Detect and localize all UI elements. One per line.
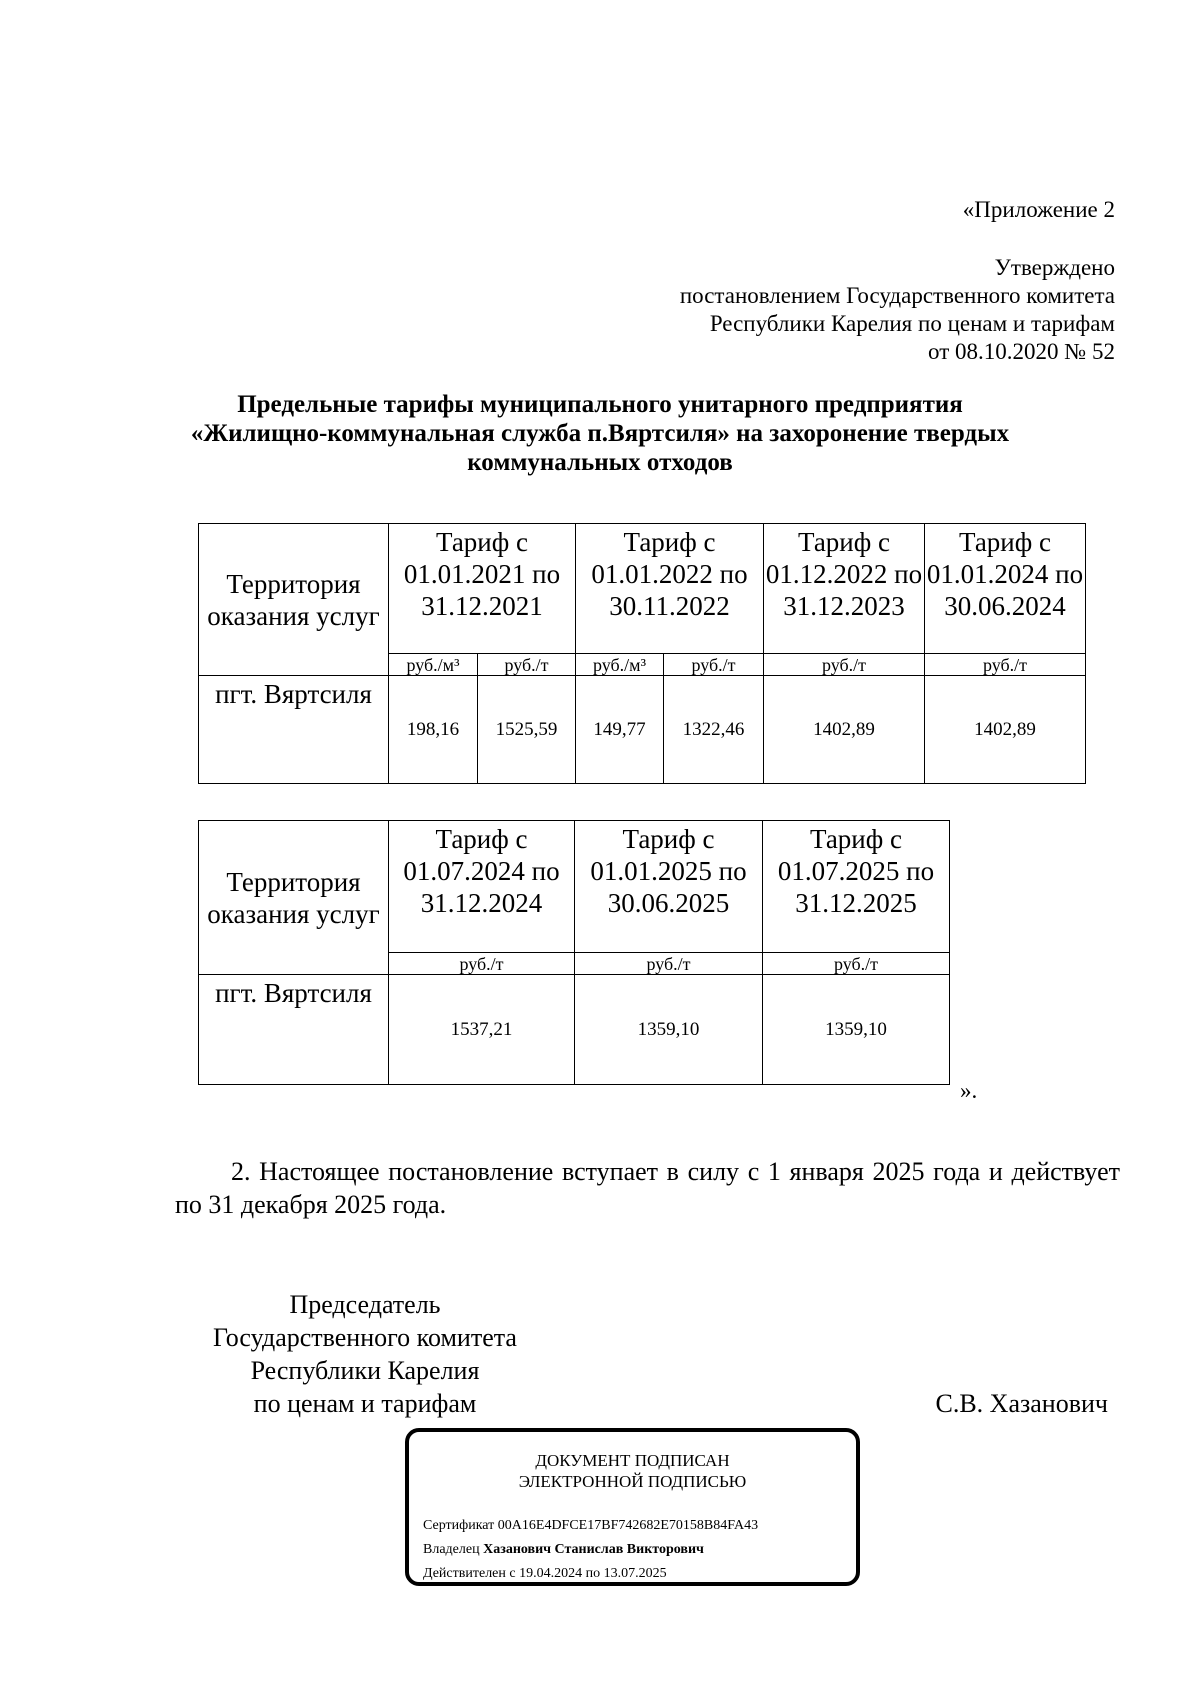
tariff-value: 198,16 — [389, 676, 478, 784]
tariff-value: 1322,46 — [664, 676, 764, 784]
unit-label: руб./т — [478, 654, 576, 676]
tariff-value: 1537,21 — [389, 975, 575, 1085]
approval-line: постановлением Государственного комитета — [679, 283, 1115, 308]
tariff-table-2 — [198, 820, 950, 1085]
tariff-value: 1402,89 — [764, 676, 925, 784]
tariff-value: 1525,59 — [478, 676, 576, 784]
stamp-heading-line: ДОКУМЕНТ ПОДПИСАН — [535, 1451, 730, 1470]
period-header: Тариф с 01.01.2025 по 30.06.2025 — [575, 821, 763, 953]
period-header: Тариф с 01.01.2021 по 31.12.2021 — [389, 524, 576, 654]
valid-to: 13.07.2025 — [603, 1566, 667, 1581]
e-signature-stamp — [405, 1428, 860, 1586]
period-header: Тариф с 01.07.2025 по 31.12.2025 — [763, 821, 950, 953]
territory-header: Территория оказания услуг — [199, 524, 389, 676]
stamp-heading-line: ЭЛЕКТРОННОЙ ПОДПИСЬЮ — [518, 1472, 747, 1491]
tariff-table-1 — [198, 523, 1086, 784]
appendix-label: «Приложение 2 — [962, 197, 1115, 222]
territory-header: Территория оказания услуг — [199, 821, 389, 975]
position-line: Председатель — [289, 1290, 441, 1319]
unit-label: руб./т — [763, 953, 950, 975]
unit-label: руб./м³ — [576, 654, 664, 676]
position-line: Государственного комитета — [213, 1323, 517, 1352]
certificate-value: 00A16E4DFCE17BF742682E70158B84FA43 — [497, 1518, 759, 1533]
territory-name: пгт. Вяртсиля — [199, 975, 389, 1085]
stamp-details — [423, 1514, 758, 1586]
closing-quote: ». — [960, 1078, 978, 1103]
approval-line: от 08.10.2020 № 52 — [928, 339, 1115, 364]
signatory-name: С.В. Хазанович — [935, 1389, 1108, 1418]
document-title — [100, 390, 1100, 477]
certificate-label: Сертификат — [423, 1518, 495, 1533]
unit-label: руб./т — [575, 953, 763, 975]
title-line: Предельные тарифы муниципального унитарного предприятия — [237, 391, 963, 418]
tariff-value: 1402,89 — [925, 676, 1086, 784]
tariff-value: 149,77 — [576, 676, 664, 784]
title-line: «Жилищно-коммунальная служба п.Вяртсиля» на захоронение твердых — [190, 420, 1010, 447]
territory-name: пгт. Вяртсиля — [199, 676, 389, 784]
approval-block — [680, 254, 1115, 366]
certificate-line — [423, 1514, 758, 1538]
unit-label: руб./т — [664, 654, 764, 676]
tariff-value: 1359,10 — [763, 975, 950, 1085]
signatory-position — [175, 1288, 555, 1420]
approval-line: Утверждено — [994, 255, 1115, 280]
period-header: Тариф с 01.01.2022 по 30.11.2022 — [576, 524, 764, 654]
valid-from: 19.04.2024 — [519, 1566, 583, 1581]
period-header: Тариф с 01.12.2022 по 31.12.2023 — [764, 524, 925, 654]
effective-date-paragraph: 2. Настоящее постановление вступает в силу с 1 января 2025 года и действует по 31 декабря 2025 года. — [175, 1157, 1120, 1219]
tariff-value: 1359,10 — [575, 975, 763, 1085]
unit-label: руб./м³ — [389, 654, 478, 676]
approval-line: Республики Карелия по ценам и тарифам — [709, 311, 1115, 336]
valid-label: Действителен с — [423, 1566, 516, 1581]
position-line: Республики Карелия — [250, 1356, 480, 1385]
owner-line — [423, 1538, 758, 1562]
table-row — [199, 676, 1086, 784]
unit-label: руб./т — [764, 654, 925, 676]
title-line: коммунальных отходов — [467, 449, 733, 476]
table-row — [199, 975, 950, 1085]
valid-to-label: по — [585, 1566, 601, 1581]
period-header: Тариф с 01.07.2024 по 31.12.2024 — [389, 821, 575, 953]
unit-label: руб./т — [389, 953, 575, 975]
stamp-heading — [409, 1450, 856, 1492]
owner-value: Хазанович Станислав Викторович — [483, 1542, 704, 1557]
owner-label: Владелец — [423, 1542, 480, 1557]
period-header: Тариф с 01.01.2024 по 30.06.2024 — [925, 524, 1086, 654]
position-line: по ценам и тарифам — [253, 1389, 477, 1418]
unit-label: руб./т — [925, 654, 1086, 676]
validity-line — [423, 1562, 758, 1586]
